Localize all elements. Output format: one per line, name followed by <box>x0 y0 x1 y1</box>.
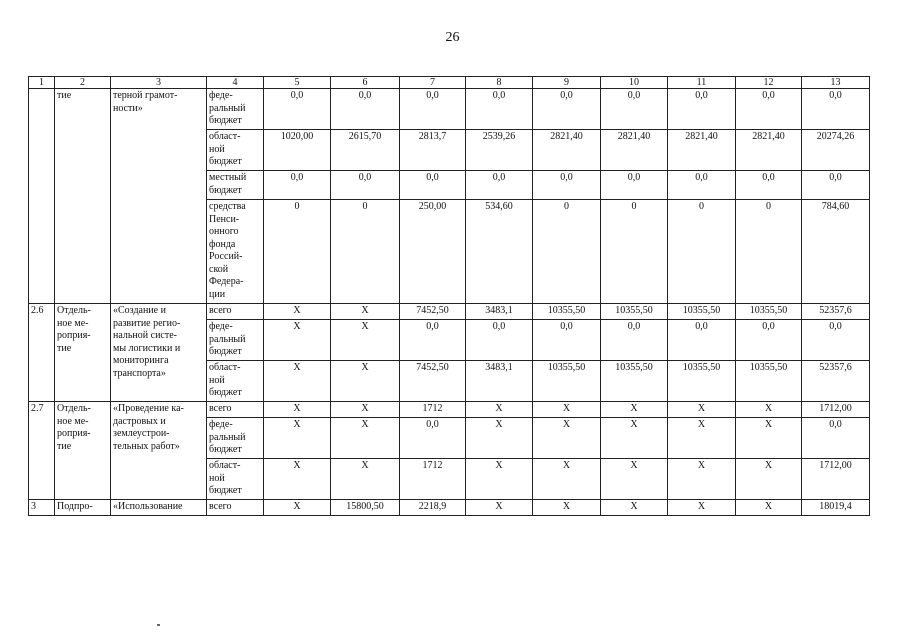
value-cell: 0,0 <box>400 418 466 459</box>
value-cell: 52357,6 <box>802 361 870 402</box>
value-cell: 1712,00 <box>802 402 870 418</box>
value-cell: Х <box>264 418 331 459</box>
value-cell: 0,0 <box>264 171 331 200</box>
table-row <box>29 304 870 320</box>
value-cell: Х <box>331 361 400 402</box>
column-number-header: 13 <box>802 77 870 89</box>
value-cell: Х <box>264 500 331 516</box>
value-cell: Х <box>668 459 736 500</box>
funding-source-cell: местный бюджет <box>207 171 264 200</box>
column-number-header: 1 <box>29 77 55 89</box>
value-cell: Х <box>533 418 601 459</box>
funding-source-cell: феде- ральный бюджет <box>207 320 264 361</box>
funding-source-cell: област- ной бюджет <box>207 459 264 500</box>
item-type-cell: тие <box>55 89 111 304</box>
value-cell: 10355,50 <box>601 361 668 402</box>
item-number-cell: 2.6 <box>29 304 55 402</box>
value-cell: Х <box>533 500 601 516</box>
value-cell: 0,0 <box>264 89 331 130</box>
value-cell: 0,0 <box>533 89 601 130</box>
value-cell: 0 <box>264 200 331 304</box>
value-cell: 0,0 <box>802 89 870 130</box>
value-cell: 534,60 <box>466 200 533 304</box>
value-cell: Х <box>668 500 736 516</box>
value-cell: 10355,50 <box>668 304 736 320</box>
value-cell: 0,0 <box>533 171 601 200</box>
value-cell: 10355,50 <box>533 304 601 320</box>
value-cell: 0,0 <box>466 320 533 361</box>
value-cell: Х <box>601 402 668 418</box>
value-cell: 0,0 <box>533 320 601 361</box>
table-body <box>29 77 870 516</box>
value-cell: 0,0 <box>668 89 736 130</box>
value-cell: 2539,26 <box>466 130 533 171</box>
value-cell: 0,0 <box>668 320 736 361</box>
value-cell: 0,0 <box>668 171 736 200</box>
value-cell: Х <box>668 418 736 459</box>
value-cell: 7452,50 <box>400 304 466 320</box>
value-cell: 0,0 <box>466 171 533 200</box>
funding-source-cell: всего <box>207 304 264 320</box>
value-cell: Х <box>331 304 400 320</box>
value-cell: 2821,40 <box>601 130 668 171</box>
page-number: 26 <box>445 30 460 45</box>
value-cell: 10355,50 <box>736 304 802 320</box>
item-name-cell: «Проведение ка- дастровых и землеустрои- тельных работ» <box>111 402 207 500</box>
item-name-cell: «Создание и развитие регио- нальной систе- мы логистики и мониторинга транспорта» <box>111 304 207 402</box>
value-cell: 0,0 <box>736 89 802 130</box>
value-cell: 7452,50 <box>400 361 466 402</box>
column-number-header: 2 <box>55 77 111 89</box>
table-row <box>29 402 870 418</box>
value-cell: 0,0 <box>400 89 466 130</box>
item-name-cell: терной грамот- ности» <box>111 89 207 304</box>
value-cell: 0,0 <box>802 171 870 200</box>
value-cell: 1712 <box>400 459 466 500</box>
value-cell: Х <box>736 418 802 459</box>
column-number-header: 4 <box>207 77 264 89</box>
value-cell: 2821,40 <box>668 130 736 171</box>
value-cell: Х <box>331 320 400 361</box>
value-cell: Х <box>533 459 601 500</box>
item-number-cell: 3 <box>29 500 55 516</box>
item-name-cell: «Использование <box>111 500 207 516</box>
value-cell: 250,00 <box>400 200 466 304</box>
value-cell: Х <box>736 459 802 500</box>
column-number-header: 8 <box>466 77 533 89</box>
value-cell: Х <box>466 500 533 516</box>
value-cell: Х <box>264 459 331 500</box>
value-cell: 2218,9 <box>400 500 466 516</box>
funding-source-cell: област- ной бюджет <box>207 130 264 171</box>
value-cell: 0,0 <box>400 171 466 200</box>
value-cell: 0,0 <box>802 418 870 459</box>
value-cell: 0,0 <box>736 171 802 200</box>
value-cell: Х <box>601 500 668 516</box>
column-number-header: 5 <box>264 77 331 89</box>
column-number-row <box>29 77 870 89</box>
column-number-header: 10 <box>601 77 668 89</box>
value-cell: 10355,50 <box>601 304 668 320</box>
value-cell: Х <box>264 304 331 320</box>
value-cell: Х <box>264 361 331 402</box>
value-cell: 3483,1 <box>466 361 533 402</box>
value-cell: 0,0 <box>601 89 668 130</box>
value-cell: 0 <box>736 200 802 304</box>
column-number-header: 7 <box>400 77 466 89</box>
funding-source-cell: всего <box>207 402 264 418</box>
value-cell: Х <box>466 459 533 500</box>
value-cell: Х <box>601 418 668 459</box>
column-number-header: 11 <box>668 77 736 89</box>
column-number-header: 12 <box>736 77 802 89</box>
value-cell: 2821,40 <box>736 130 802 171</box>
value-cell: Х <box>331 459 400 500</box>
funding-source-cell: феде- ральный бюджет <box>207 418 264 459</box>
column-number-header: 3 <box>111 77 207 89</box>
value-cell: Х <box>466 418 533 459</box>
value-cell: 0,0 <box>601 320 668 361</box>
value-cell: 2615,70 <box>331 130 400 171</box>
value-cell: Х <box>264 320 331 361</box>
value-cell: 0,0 <box>802 320 870 361</box>
column-number-header: 6 <box>331 77 400 89</box>
value-cell: 0 <box>331 200 400 304</box>
value-cell: 0,0 <box>400 320 466 361</box>
value-cell: 2813,7 <box>400 130 466 171</box>
value-cell: 18019,4 <box>802 500 870 516</box>
value-cell: 2821,40 <box>533 130 601 171</box>
value-cell: 52357,6 <box>802 304 870 320</box>
value-cell: 0 <box>533 200 601 304</box>
funding-source-cell: всего <box>207 500 264 516</box>
value-cell: 0 <box>668 200 736 304</box>
value-cell: Х <box>668 402 736 418</box>
value-cell: 0 <box>601 200 668 304</box>
value-cell: 10355,50 <box>533 361 601 402</box>
value-cell: 0,0 <box>736 320 802 361</box>
value-cell: 0,0 <box>331 171 400 200</box>
value-cell: Х <box>736 500 802 516</box>
budget-table <box>28 76 870 516</box>
funding-source-cell: феде- ральный бюджет <box>207 89 264 130</box>
value-cell: Х <box>264 402 331 418</box>
table-row <box>29 500 870 516</box>
value-cell: 0,0 <box>466 89 533 130</box>
value-cell: 0,0 <box>331 89 400 130</box>
funding-source-cell: средства Пенси- онного фонда Россий- ской Федера- ции <box>207 200 264 304</box>
value-cell: Х <box>331 418 400 459</box>
scan-mark <box>157 624 160 626</box>
value-cell: 20274,26 <box>802 130 870 171</box>
value-cell: 15800,50 <box>331 500 400 516</box>
value-cell: 10355,50 <box>736 361 802 402</box>
value-cell: Х <box>533 402 601 418</box>
value-cell: 1020,00 <box>264 130 331 171</box>
value-cell: 0,0 <box>601 171 668 200</box>
value-cell: Х <box>736 402 802 418</box>
value-cell: 1712 <box>400 402 466 418</box>
table-row <box>29 89 870 130</box>
value-cell: Х <box>601 459 668 500</box>
item-type-cell: Подпро- <box>55 500 111 516</box>
value-cell: 1712,00 <box>802 459 870 500</box>
item-number-cell: 2.7 <box>29 402 55 500</box>
item-type-cell: Отдель- ное ме- роприя- тие <box>55 304 111 402</box>
funding-source-cell: област- ной бюджет <box>207 361 264 402</box>
value-cell: 784,60 <box>802 200 870 304</box>
value-cell: Х <box>466 402 533 418</box>
value-cell: 10355,50 <box>668 361 736 402</box>
value-cell: Х <box>331 402 400 418</box>
item-type-cell: Отдель- ное ме- роприя- тие <box>55 402 111 500</box>
column-number-header: 9 <box>533 77 601 89</box>
item-number-cell <box>29 89 55 304</box>
value-cell: 3483,1 <box>466 304 533 320</box>
